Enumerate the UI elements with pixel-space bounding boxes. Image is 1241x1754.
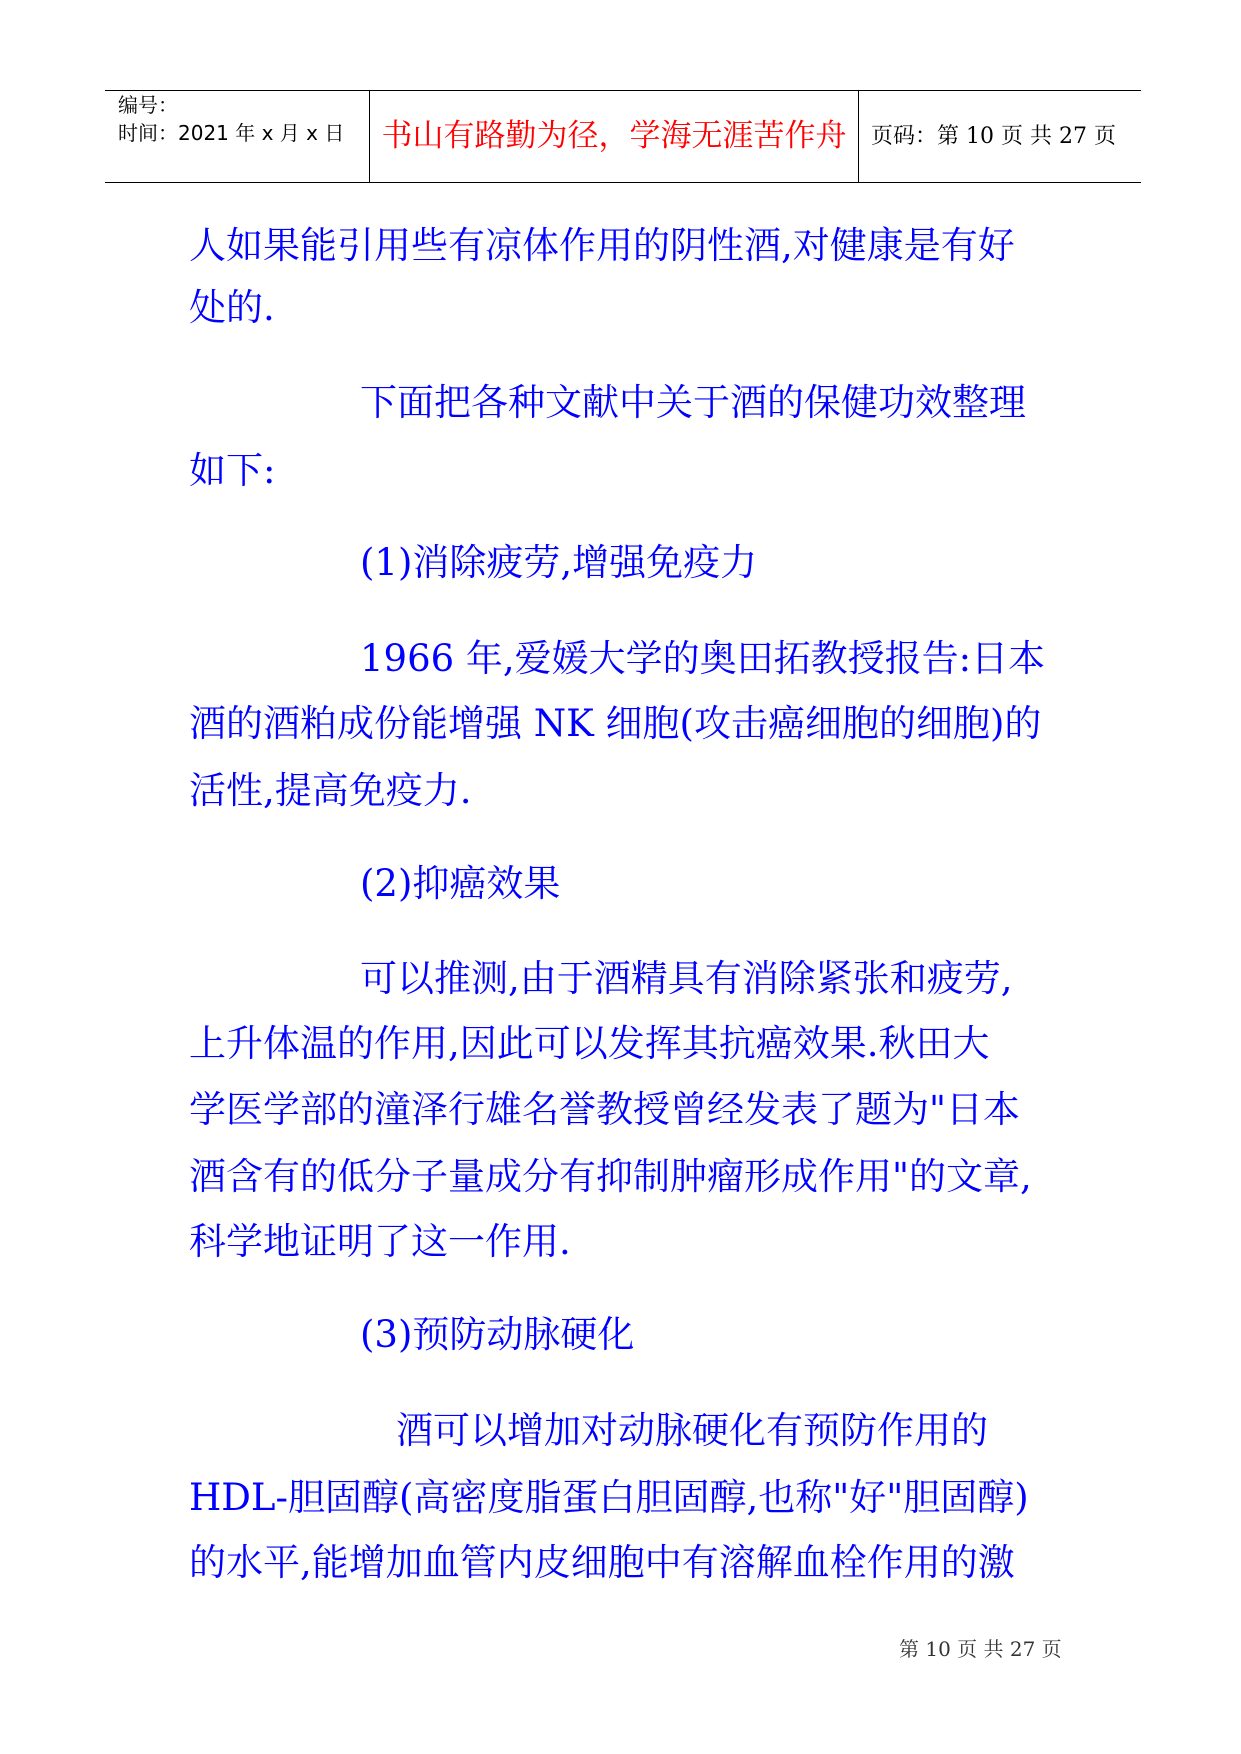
body-line: 1966 年,爱媛大学的奥田拓教授报告:日本	[360, 637, 1046, 680]
header-time-label: 时间：2021 年 x 月 x 日	[118, 121, 345, 145]
section-heading: (1)消除疲劳,增强免疫力	[360, 541, 758, 584]
body-line: 处的.	[189, 286, 275, 329]
header-number-label: 编号：	[118, 93, 178, 117]
body-line: 学医学部的潼泽行雄名誉教授曾经发表了题为"日本	[189, 1088, 1021, 1131]
header-top-rule	[105, 90, 1141, 91]
body-line: 上升体温的作用,因此可以发挥其抗癌效果.秋田大	[189, 1022, 990, 1065]
header-divider-left	[369, 90, 370, 182]
header-page-label: 页码：第 10 页 共 27 页	[871, 124, 1116, 149]
section-heading: (2)抑癌效果	[360, 862, 561, 905]
body-line: 科学地证明了这一作用.	[189, 1220, 571, 1263]
body-line: 人如果能引用些有凉体作用的阴性酒,对健康是有好	[189, 224, 1015, 267]
body-line: 活性,提高免疫力.	[189, 769, 472, 812]
body-line: HDL-胆固醇(高密度脂蛋白胆固醇,也称"好"胆固醇)	[189, 1476, 1029, 1519]
body-line: 酒可以增加对动脉硬化有预防作用的	[396, 1409, 988, 1452]
body-line: 如下:	[189, 449, 276, 492]
footer-page-number: 第 10 页 共 27 页	[899, 1637, 1062, 1661]
body-line: 的水平,能增加血管内皮细胞中有溶解血栓作用的激	[189, 1541, 1015, 1584]
header-divider-right	[858, 90, 859, 182]
header-bottom-rule	[105, 182, 1141, 183]
body-line: 下面把各种文献中关于酒的保健功效整理	[360, 381, 1026, 424]
body-line: 可以推测,由于酒精具有消除紧张和疲劳,	[360, 957, 1013, 1000]
section-heading: (3)预防动脉硬化	[360, 1313, 635, 1356]
body-line: 酒含有的低分子量成分有抑制肿瘤形成作用"的文章,	[189, 1155, 1032, 1198]
body-line: 酒的酒粕成份能增强 NK 细胞(攻击癌细胞的细胞)的	[189, 702, 1042, 745]
header-motto: 书山有路勤为径，学海无涯苦作舟	[381, 118, 847, 154]
